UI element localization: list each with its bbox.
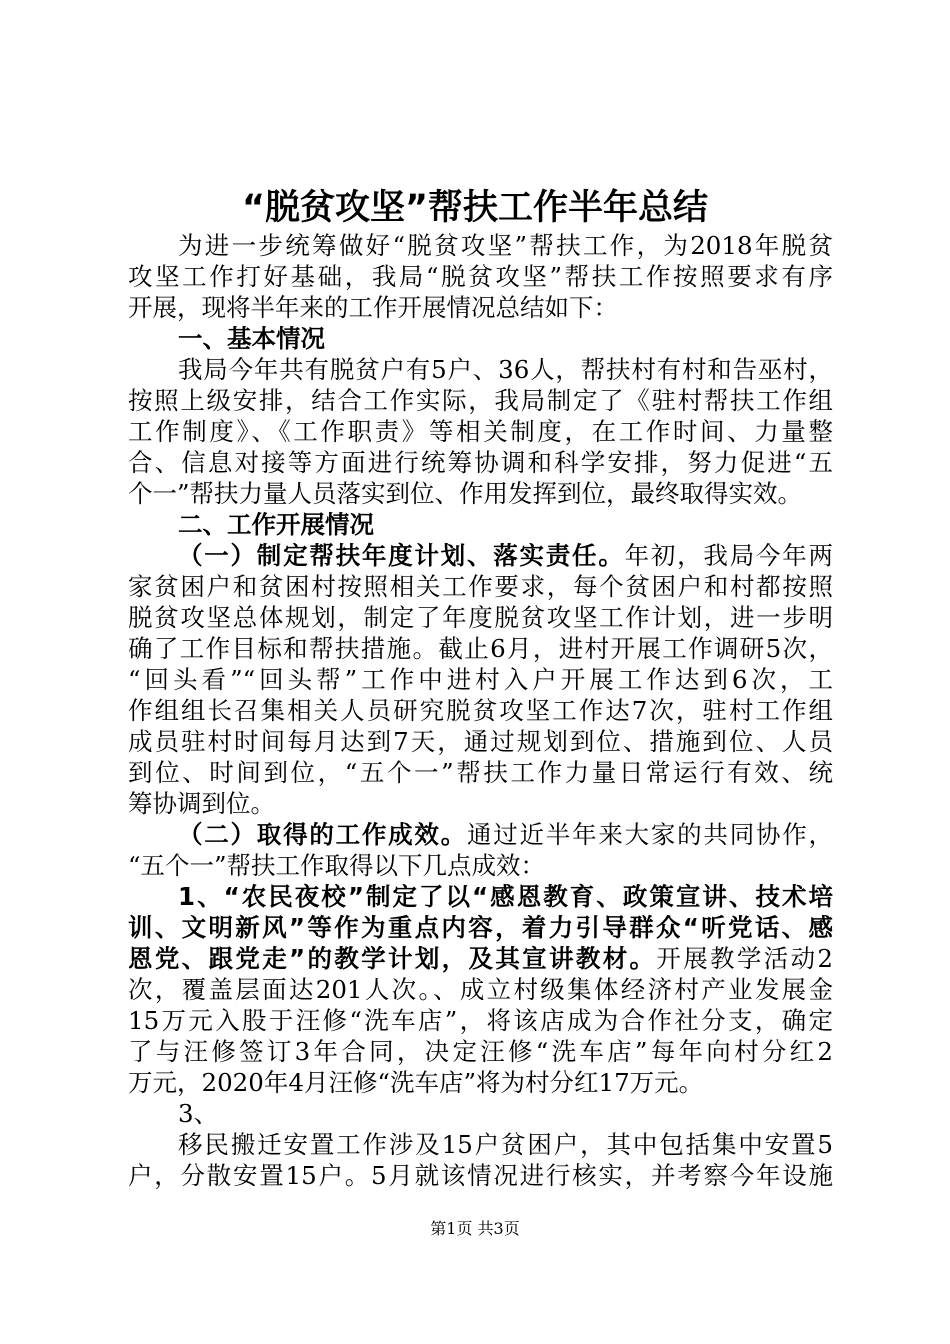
paragraph-line (128, 943, 833, 974)
paragraph-line: 15万元入股于汪修“洗车店”，将该店成为合作社分支，确定 (128, 1006, 833, 1035)
paragraph-line: 万元，2020年4月汪修“洗车店”将为村分红17万元。 (128, 1068, 704, 1097)
paragraph-line: 脱贫攻坚总体规划，制定了年度脱贫攻坚工作计划，进一步明 (128, 603, 833, 632)
paragraph-line: 作组组长召集相关人员研究脱贫攻坚工作达7次，驻村工作组 (128, 696, 833, 725)
paragraph-line: 我局今年共有脱贫户有5户、36人，帮扶村有村和告巫村， (178, 355, 833, 384)
line-rest-text: 年初，我局今年两 (624, 541, 834, 570)
bold-lead-text: （一）制定帮扶年度计划、落实责任。 (178, 541, 625, 570)
paragraph-line: 合、信息对接等方面进行统筹协调和科学安排，努力促进“五 (128, 448, 833, 477)
paragraph-line: 开展，现将半年来的工作开展情况总结如下： (128, 293, 618, 322)
paragraph-line: 一、基本情况 (178, 324, 325, 353)
paragraph-line (128, 540, 833, 571)
bold-lead-text: （二）取得的工作成效。 (178, 820, 467, 849)
paragraph-line: “回头看”“回头帮”工作中进村入户开展工作达到6次，工 (128, 665, 833, 694)
paragraph-line: 确了工作目标和帮扶措施。截止6月，进村开展工作调研5次， (128, 634, 833, 663)
paragraph-line: 二、工作开展情况 (178, 510, 374, 539)
page-footer: 第1页 共3页 (430, 1219, 520, 1238)
paragraph-line: 次，覆盖层面达201人次。、成立村级集体经济村产业发展金 (128, 975, 833, 1004)
line-rest-text: 开展教学活动2 (656, 944, 833, 973)
line-rest-text: 通过近半年来大家的共同协作， (466, 820, 834, 849)
paragraph-line: 攻坚工作打好基础，我局“脱贫攻坚”帮扶工作按照要求有序 (128, 262, 833, 291)
paragraph-line: 筹协调到位。 (128, 789, 275, 818)
paragraph-line: 训、文明新风”等作为重点内容，着力引导群众“听党话、感 (128, 913, 833, 942)
paragraph-line: 为进一步统筹做好“脱贫攻坚”帮扶工作，为2018年脱贫 (178, 231, 833, 260)
paragraph-line: 按照上级安排，结合工作实际，我局制定了《驻村帮扶工作组 (128, 386, 833, 415)
paragraph-line: 了与汪修签订3年合同，决定汪修“洗车店”每年向村分红2 (128, 1037, 833, 1066)
paragraph-line: 移民搬迁安置工作涉及15户贫困户，其中包括集中安置5 (178, 1130, 833, 1159)
paragraph-line: 成员驻村时间每月达到7天，通过规划到位、措施到位、人员 (128, 727, 833, 756)
paragraph-line: 户，分散安置15户。5月就该情况进行核实，并考察今年设施 (128, 1161, 833, 1190)
document-body (128, 230, 833, 1191)
paragraph-line: 家贫困户和贫困村按照相关工作要求，每个贫困户和村都按照 (128, 572, 833, 601)
paragraph-line: 到位、时间到位，“五个一”帮扶工作力量日常运行有效、统 (128, 758, 833, 787)
document-title: “脱贫攻坚”帮扶工作半年总结 (241, 188, 708, 228)
paragraph-line (128, 819, 833, 850)
paragraph-line: 工作制度》、《工作职责》等相关制度，在工作时间、力量整 (128, 417, 833, 446)
paragraph-line: 1、“农民夜校”制定了以“感恩教育、政策宣讲、技术培 (178, 882, 833, 911)
bold-lead-text: 恩党、跟党走”的教学计划，及其宣讲教材。 (128, 944, 657, 973)
paragraph-line: 3、 (178, 1099, 219, 1128)
paragraph-line: 个一”帮扶力量人员落实到位、作用发挥到位，最终取得实效。 (128, 479, 803, 508)
paragraph-line: “五个一”帮扶工作取得以下几点成效： (128, 851, 546, 880)
